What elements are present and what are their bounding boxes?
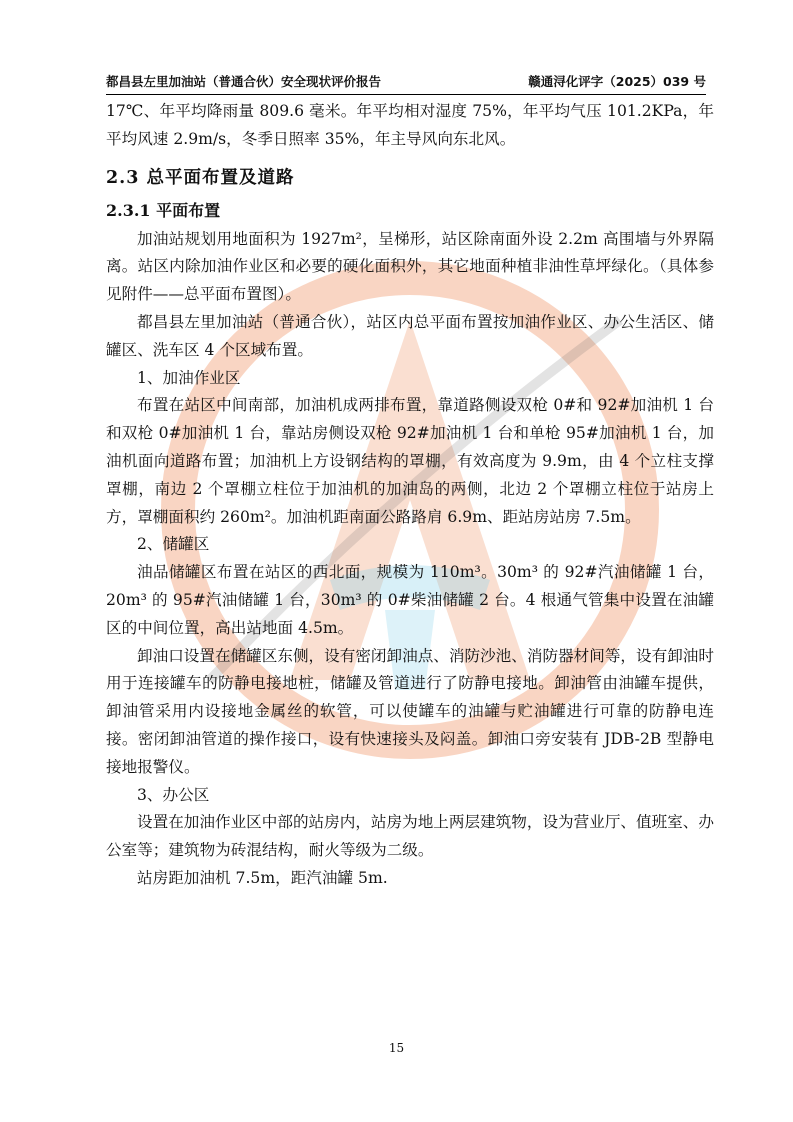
subsection-heading: 2.3.1 平面布置 [106, 200, 221, 220]
body-paragraph: 设置在加油作业区中部的站房内，站房为地上两层建筑物，设为营业厅、值班室、办公室等；建筑物为砖混结构，耐火等级为二级。 [106, 813, 714, 860]
document-body [106, 98, 714, 893]
body-paragraph: 3、办公区 [137, 785, 210, 804]
header-title: 都昌县左里加油站（普通合伙）安全现状评价报告 [106, 74, 382, 89]
body-paragraph: 布置在站区中间南部，加油机成两排布置，靠道路侧设双枪 0#和 92#加油机 1 台和双枪 0#加油机 1 台，靠站房侧设双枪 92#加油机 1 台和单枪 95#加油机 1 台，加油机面向道路布置；加油机上方设钢结构的罩棚，有效高度为 9.9m，由 4 个立柱支撑罩棚，南边 2 个罩棚立柱位于加油机的加油岛的两侧，北边 2 个罩棚立柱位于站房上方，罩棚面积约 260m²。加油机距南面公路路肩 6.9m、距站房站房 7.5m。 [106, 396, 714, 526]
header-doc-number: 赣通浔化评字（2025）039 号 [528, 74, 706, 89]
body-paragraph: 油品储罐区布置在站区的西北面，规模为 110m³。30m³ 的 92#汽油储罐 1 台，20m³ 的 95#汽油储罐 1 台，30m³ 的 0#柴油储罐 2 台。4 根通气管集中设置在油罐区的中间位置，高出站地面 4.5m。 [106, 563, 714, 637]
body-paragraph: 加油站规划用地面积为 1927m²，呈梯形，站区除南面外设 2.2m 高围墙与外界隔离。站区内除加油作业区和必要的硬化面积外，其它地面种植非油性草坪绿化。（具体参见附件——总平面布置图）。 [106, 229, 714, 304]
body-paragraph: 都昌县左里加油站（普通合伙），站区内总平面布置按加油作业区、办公生活区、储罐区、洗车区 4 个区域布置。 [106, 312, 714, 359]
body-paragraph: 2、储罐区 [137, 535, 210, 554]
page-number: 15 [388, 1041, 405, 1055]
body-paragraph: 站房距加油机 7.5m，距汽油罐 5m. [137, 868, 388, 887]
body-paragraph: 卸油口设置在储罐区东侧，设有密闭卸油点、消防沙池、消防器材间等，设有卸油时用于连接罐车的防静电接地桩，储罐及管道进行了防静电接地。卸油管由油罐车提供，卸油管采用内设接地金属丝的软管，可以使罐车的油罐与贮油罐进行可靠的防静电连接。密闭卸油管道的操作接口，设有快速接头及闷盖。卸油口旁安装有 JDB-2B 型静电接地报警仪。 [106, 646, 714, 776]
section-heading: 2.3 总平面布置及道路 [106, 167, 295, 188]
body-paragraph: 1、加油作业区 [137, 368, 241, 387]
body-paragraph: 17℃、年平均降雨量 809.6 毫米。年平均相对湿度 75%，年平均气压 101.2KPa，年平均风速 2.9m/s，冬季日照率 35%，年主导风向东北风。 [106, 102, 714, 148]
page-header [106, 70, 706, 95]
